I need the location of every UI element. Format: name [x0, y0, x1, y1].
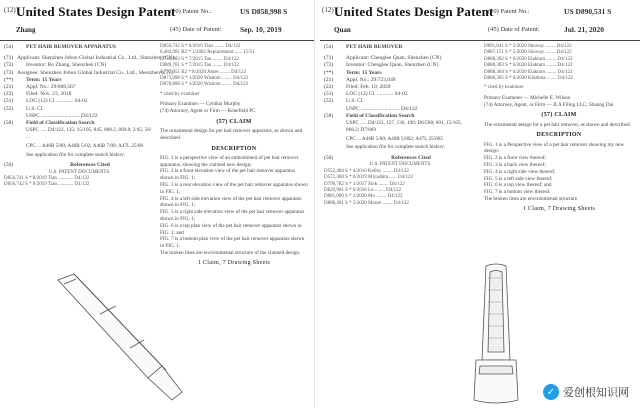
field-row: (71) Applicant: Chenglee Quan, Shenzhen (CN)	[324, 55, 442, 62]
title-row: (54) PET HAIR REMOVER	[324, 44, 476, 51]
reference-row: D856,742 S * 8/2019 Tian ............ D4/122	[4, 182, 90, 188]
references-title: References Cited	[70, 162, 110, 169]
field-row: (58) Field of Classification Search	[4, 120, 95, 127]
patent-no-label: (10) Patent No.:	[488, 8, 530, 15]
reference-row: D888,461 S * 5/2020 Moore ........ D4/122	[324, 200, 409, 206]
field-row: (22) Filed: Feb. 10, 2020	[324, 84, 391, 91]
cpc-classes: CPC ... A46B 5/00; A46B 5/002; A47L 25/005	[346, 135, 443, 142]
description-item: FIG. 2 is a front elevation view of the pet hair remover apparatus shown in FIG. 1;	[160, 168, 295, 182]
references-subtitle: U.S. PATENT DOCUMENTS	[369, 162, 431, 168]
description-item: FIG. 6 is a top view thereof; and	[484, 182, 552, 189]
claims-footer: 1 Claim, 7 Drawing Sheets	[197, 259, 271, 266]
reference-row: 8,777,051 B2 * 8/2020 Ames ........ D4/122	[160, 69, 247, 75]
cited-note: * cited by examiner	[484, 85, 524, 91]
search-history-note: See application file for complete search history.	[26, 151, 125, 158]
description-item: FIG. 6 is a top plan view of the pet hair remover apparatus shown in FIG. 1; and	[160, 222, 302, 236]
uspc-classes: USPC ..... D4/122, 127, 136, 190; D6/588; 601, 15/105, 868.2; D7/669	[346, 120, 462, 133]
description-heading: DESCRIPTION	[211, 145, 257, 152]
office-title: United States Design Patent	[16, 4, 176, 19]
date-label: (45) Date of Patent:	[488, 26, 540, 33]
reference-row: 6,484,981 B2 * 1/2002 Replacement ...... 15/51	[160, 50, 255, 56]
office-title: United States Design Patent	[334, 4, 494, 19]
field-row: (73) Assignee: Shenzhen Jobon Global Industrial Co., Ltd., Shenzhen (CN)	[4, 69, 173, 76]
cited-note: * cited by examiner	[160, 91, 200, 97]
description-item: FIG. 3 is a back view thereof;	[484, 162, 546, 169]
description-item: FIG. 2 is a front view thereof;	[484, 155, 547, 162]
reference-row: D552,484 S * 4/2010 Kelley ........ D4/122	[324, 168, 409, 174]
field-row: (21) Appl. No.: 29/723,048	[324, 76, 396, 83]
patent-header	[0, 4, 314, 41]
field-row: (72) Inventor: Chenglee Quan, Shenzhen (CN)	[324, 62, 439, 69]
reference-row: D888,304 S * 6/2020 Elaktum ........ D4/122	[484, 69, 573, 75]
code-12: (12)	[4, 6, 16, 14]
patent-header	[320, 4, 640, 41]
date-label: (45) Date of Patent:	[170, 26, 222, 33]
reference-row: D881,000 S * 1/2020 Mo ........ D4/122	[324, 194, 403, 200]
description-item: FIG. 7 is a bottom plan view of the pet hair remover apparatus shown in FIG. 1.	[160, 236, 305, 250]
refs-row: (56) References Cited	[4, 162, 154, 169]
claim-heading: (57) CLAIM	[216, 118, 252, 125]
reference-row: D790,782 S * 1/2017 Sink ........ D4/122	[324, 181, 405, 187]
description-item: FIG. 1 is a perspective view of an embodiment of pet hair remover apparatus, showing the claimed new design;	[160, 154, 299, 168]
reference-row: D572,360 S * 6/2019 Miyashita ...... D4/123	[324, 175, 414, 181]
description-item: FIG. 5 is a right side elevation view of the pet hair remover apparatus shown in FIG. 1;	[160, 209, 305, 223]
reference-row: D889,761 S * 7/2015 Tan ........ D4/122	[160, 63, 239, 69]
description-item: FIG. 4 is a left side elevation view of the pet hair remover apparatus shown in FIG. 1;	[160, 195, 302, 209]
date-of-patent: Sep. 10, 2019	[240, 25, 282, 34]
reference-row: D888,302 S * 6/2020 Elaktum ........ D4/122	[484, 56, 573, 62]
broken-lines-note: The broken lines are environmental structure of the claimed design.	[160, 250, 301, 256]
field-row: (**) Term: 15 Years	[4, 76, 62, 83]
patent-number: US D890,531 S	[564, 7, 612, 16]
cpc-classes: CPC ... A46B 5/00; A46B 5/02; A46B 7/00; A47L 25/00	[26, 142, 144, 149]
reference-row: D856,742 S * 8/2019 Tian ........ D4/122	[160, 44, 241, 49]
field-row: (58) Field of Classification Search	[324, 112, 415, 119]
field-row: USPC ............................ D4/122	[346, 105, 418, 112]
left-column	[324, 44, 476, 207]
references-subtitle: U.S. PATENT DOCUMENTS	[48, 169, 110, 175]
inventor-header: Zhang	[16, 26, 36, 34]
patent-title: PET HAIR REMOVER APPARATUS	[26, 44, 116, 50]
description-item: FIG. 4 is a right side view thereof;	[484, 168, 556, 175]
primary-examiner: Primary Examiner — Cynthia Murphy	[160, 101, 241, 108]
field-row: (22) Filed: Nov. 23, 2018	[4, 91, 72, 98]
description-item: FIG. 1 is a Perspective view of a pet hair remover showing my new design;	[484, 141, 625, 155]
claim-text: The ornamental design for pet hair remover apparatus, as shown and described.	[160, 128, 303, 141]
reference-row: D888,305 S * 6/2020 Kluthma ........ D4/122	[484, 76, 574, 82]
inventor-header: Quan	[334, 26, 351, 34]
reference-row: D856,741 S * 8/2019 Tian ............ D4/122	[4, 176, 90, 182]
watermark	[538, 382, 634, 402]
code-12: (12)	[322, 6, 334, 14]
reference-row: D878,808 S * 1/2020 Wisdom ........ D4/122	[160, 82, 249, 88]
patent-no-label: (10) Patent No.:	[170, 8, 212, 15]
patent-number: US D858,998 S	[240, 7, 288, 16]
reference-row: D888,303 S * 6/2020 Elaktum ........ D4/122	[484, 63, 573, 69]
patent-drawing-brush	[40, 270, 190, 404]
reference-row: D887,151 S * 5/2020 Showay ........ D4/122	[484, 50, 572, 56]
field-row: (71) Applicant: Shenzhen Jobon Global Industrial Co., Ltd., Shenzhen (CN)	[4, 55, 175, 62]
description-item: FIG. 7 is a bottom view thereof.	[484, 189, 551, 196]
right-column	[160, 44, 308, 269]
description-item: FIG. 3 is a rear elevation view of the pet hair remover apparatus shown in FIG. 1;	[160, 182, 308, 195]
field-row: (72) Inventor: Bo Zhang, Shenzhen (CN)	[4, 62, 107, 69]
patent-drawing-roller	[456, 262, 536, 406]
description-item: FIG. 5 is a left side view thereof;	[484, 175, 553, 182]
uspc-classes: USPC ..... D4/122, 135; 15/105, 845, 868.2, 868.8; 2/45; 56/ ...	[26, 127, 152, 141]
primary-examiner: Primary Examiner — Michelle E. Wilson	[484, 94, 571, 101]
field-row: (52) U.S. Cl.	[4, 105, 44, 112]
attorney: (74) Attorney, Agent, or Firm — JLA Filing LLC; Shuang Dai	[484, 101, 614, 108]
reference-row: D820,961 S * 6/2018 Lu ........ D4/122	[324, 188, 402, 194]
field-row: (51) LOC (12) Cl. ............ 04-02	[4, 98, 88, 105]
reference-row: D873,998 S * 1/2020 Wisdom ........ D4/122	[160, 76, 249, 82]
watermark-logo-icon: ✓	[543, 384, 559, 400]
field-row: USPC ............................ D4/122	[26, 112, 98, 119]
left-column	[4, 44, 175, 189]
description-heading: DESCRIPTION	[536, 132, 582, 139]
reference-row: D733,983 S * 7/2015 Tan ........ D4/122	[160, 56, 239, 62]
field-row: (51) LOC (12) Cl. ............ 04-02	[324, 91, 408, 98]
field-row: (52) U.S. Cl.	[324, 98, 364, 105]
claims-footer: 1 Claim, 7 Drawing Sheets	[522, 205, 596, 212]
watermark-text: 爱创根知识网	[563, 386, 629, 399]
field-row: (21) Appl. No.: 29/668,567	[4, 84, 76, 91]
claim-heading: (57) CLAIM	[541, 112, 577, 119]
refs-row: (56) References Cited	[324, 155, 476, 162]
broken-lines-note: The broken lines are environmental structure.	[484, 196, 579, 203]
title-row: (54) PET HAIR REMOVER APPARATUS	[4, 44, 154, 51]
patent-page-left	[0, 0, 315, 408]
patent-page-right	[320, 0, 640, 408]
date-of-patent: Jul. 21, 2020	[564, 25, 605, 34]
reference-row: D891,641 S * 5/2020 Showay ........ D4/122	[484, 44, 572, 49]
attorney: (74) Attorney, Agent or Firm — Kenefield PC	[160, 108, 256, 115]
right-column	[484, 44, 634, 215]
field-row: (**) Term: 15 Years	[324, 69, 382, 76]
claim-text: The ornamental design for a pet hair remover, as shown and described.	[484, 121, 631, 128]
references-title: References Cited	[391, 155, 431, 162]
search-history-note: See application file for complete search history.	[346, 144, 445, 151]
patent-title: PET HAIR REMOVER	[346, 44, 403, 50]
